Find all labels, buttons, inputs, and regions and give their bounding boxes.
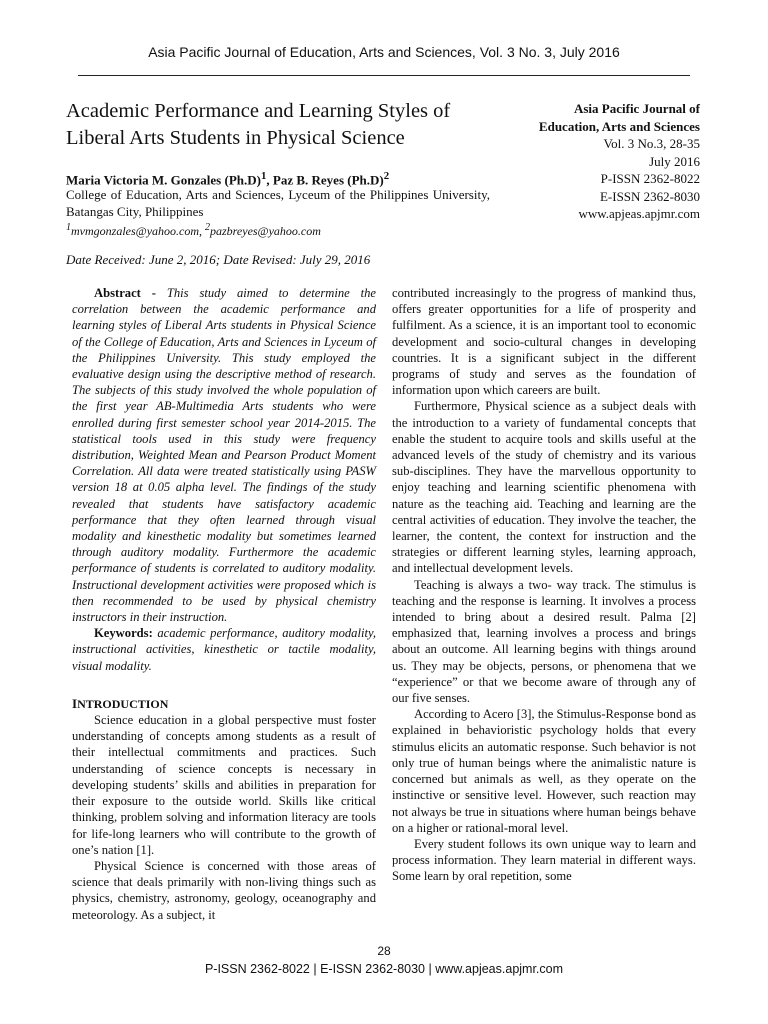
author-sep: , bbox=[266, 172, 273, 188]
running-header: Asia Pacific Journal of Education, Arts and Sciences, Vol. 3 No. 3, July 2016 bbox=[148, 44, 620, 60]
right-column bbox=[392, 285, 696, 885]
page-number: 28 bbox=[377, 944, 391, 958]
introduction-heading bbox=[72, 696, 376, 712]
footer-issn: P-ISSN 2362-8022 | E-ISSN 2362-8030 | www.apjeas.apjmr.com bbox=[204, 962, 564, 976]
article-title: Academic Performance and Learning Styles of Liberal Arts Students in Physical Science bbox=[66, 100, 451, 149]
heading-rest: NTRODUCTION bbox=[77, 696, 169, 711]
journal-volume: Vol. 3 No.3, 28-35 bbox=[603, 136, 700, 151]
abstract-text: This study aimed to determine the correlation between the academic performance and learning styles of Liberal Arts students in Physical Science of the College of Education, Arts and Sciences in Lyceum of the Philippines University. This study employed the evaluative design using the descriptive method of research. The subjects of this study involved the whole population of the first year AB-Multimedia Arts students who were enrolled during first semester school year 2014-2015. The statistical tools used in this study were frequency distribution, Weighted Mean and Pearson Product Moment Correlation. All data were treated statistically using PASW version 18 at 0.05 alpha level. The findings of the study revealed that students have satisfactory academic performance that they often learned through visual modality and kinesthetic modality but sometimes learned through auditory modality. Furthermore the academic performance of students is correlated to auditory modality. Instructional development activities were proposed which is then recommended to be used by physical chemistry instructors in their instruction. bbox=[72, 286, 376, 625]
left-column bbox=[72, 285, 376, 923]
email-2[interactable]: pazbreyes@yahoo.com bbox=[210, 224, 321, 238]
right-paragraph-2: Teaching is always a two- way track. The stimulus is teaching and the response is learning. It involves a process intended to bring about a desired result. Palma [2] emphasized that, learning involves a process and brings about an outcome. All learning begins with things around us. They may be objects, persons, or phenomena that we “experience” or that we become aware of through any of our five senses. bbox=[392, 577, 696, 706]
abstract-paragraph bbox=[72, 285, 376, 625]
author-1: Maria Victoria M. Gonzales (Ph.D) bbox=[66, 172, 261, 188]
journal-info-box bbox=[480, 100, 700, 223]
keywords-label: Keywords: bbox=[94, 626, 153, 641]
journal-pissn: P-ISSN 2362-8022 bbox=[600, 171, 700, 186]
journal-url[interactable]: www.apjeas.apjmr.com bbox=[578, 206, 700, 221]
right-paragraph-4: Every student follows its own unique way to learn and process information. They learn material in different ways. Some learn by oral repetition, some bbox=[392, 836, 696, 884]
author-emails bbox=[66, 220, 486, 239]
journal-name-line2: Education, Arts and Sciences bbox=[538, 118, 700, 134]
author-2-sup: 2 bbox=[383, 170, 390, 182]
abstract-label: Abstract - bbox=[94, 286, 156, 300]
email-1[interactable]: mvmgonzales@yahoo.com bbox=[71, 224, 200, 238]
intro-paragraph-2: Physical Science is concerned with those areas of science that deals primarily with non-living things such as physics, chemistry, astronomy, geology, oceanography and meteorology. As a subject, it bbox=[72, 858, 376, 922]
right-paragraph-3: According to Acero [3], the Stimulus-Response bond as explained in behavioristic psychology holds that every stimulus elicits an automatic response. Such behavior is not only true of human beings where the animalistic nature is concerned but animals as well, as they operate on the instinctive or sensitive level. However, such reaction may not always be true in situations where human beings behave on a higher or rational-moral level. bbox=[392, 707, 696, 835]
email-1-sup: 1 bbox=[66, 222, 71, 233]
keywords-paragraph bbox=[72, 625, 376, 674]
email-sep: , bbox=[199, 224, 206, 238]
intro-paragraph-1: Science education in a global perspective must foster understanding of concepts among students as a result of their intellectual commitments and practices. Such understanding of science concepts is necessary in developing students’ skills and abilities in preparation for their exposure to the outside world. Skills like critical thinking, problem solving and information literacy are tools for life-long learners who will contribute to the growth of one’s nation [1]. bbox=[72, 713, 376, 857]
affiliation: College of Education, Arts and Sciences, Lyceum of the Philippines University, Batangas City, Philippines bbox=[66, 187, 490, 219]
journal-date: July 2016 bbox=[649, 153, 700, 169]
header-rule bbox=[78, 75, 690, 76]
heading-initial: I bbox=[72, 695, 78, 711]
email-2-sup: 2 bbox=[205, 222, 211, 233]
author-1-sup: 1 bbox=[260, 170, 267, 182]
right-paragraph-0: contributed increasingly to the progress of mankind thus, offers greater opportunities for a life of prosperity and fulfilment. As a science, it is an important tool to economic development and socio-cultural changes in developing countries. It is a significant subject in the different programs of study and serves as the foundation of information upon which careers are built. bbox=[392, 286, 696, 398]
keywords-text: academic performance, auditory modality, instructional activities, kinesthetic or tactile modality, visual modality. bbox=[72, 626, 376, 673]
author-2: Paz B. Reyes (Ph.D) bbox=[272, 172, 384, 188]
journal-name-line1: Asia Pacific Journal of bbox=[573, 101, 700, 116]
date-received-revised: Date Received: June 2, 2016; Date Revised: July 29, 2016 bbox=[66, 252, 371, 267]
right-paragraph-1: Furthermore, Physical science as a subject deals with the introduction to a variety of fundamental concepts that enable the student to acquire tools and skills useful at the advanced levels of the study of chemistry and its various sub-disciplines. They have the marvellous opportunity to enjoy teaching and learning scientific phenomena with nature as the teaching aid. Teaching and learning are the central activities of education. They involve the teacher, the learner, the content, the context for instruction and the strategies or different learning styles, learning approach, and intellectual development levels. bbox=[392, 399, 696, 576]
journal-eissn: E-ISSN 2362-8030 bbox=[599, 188, 700, 204]
